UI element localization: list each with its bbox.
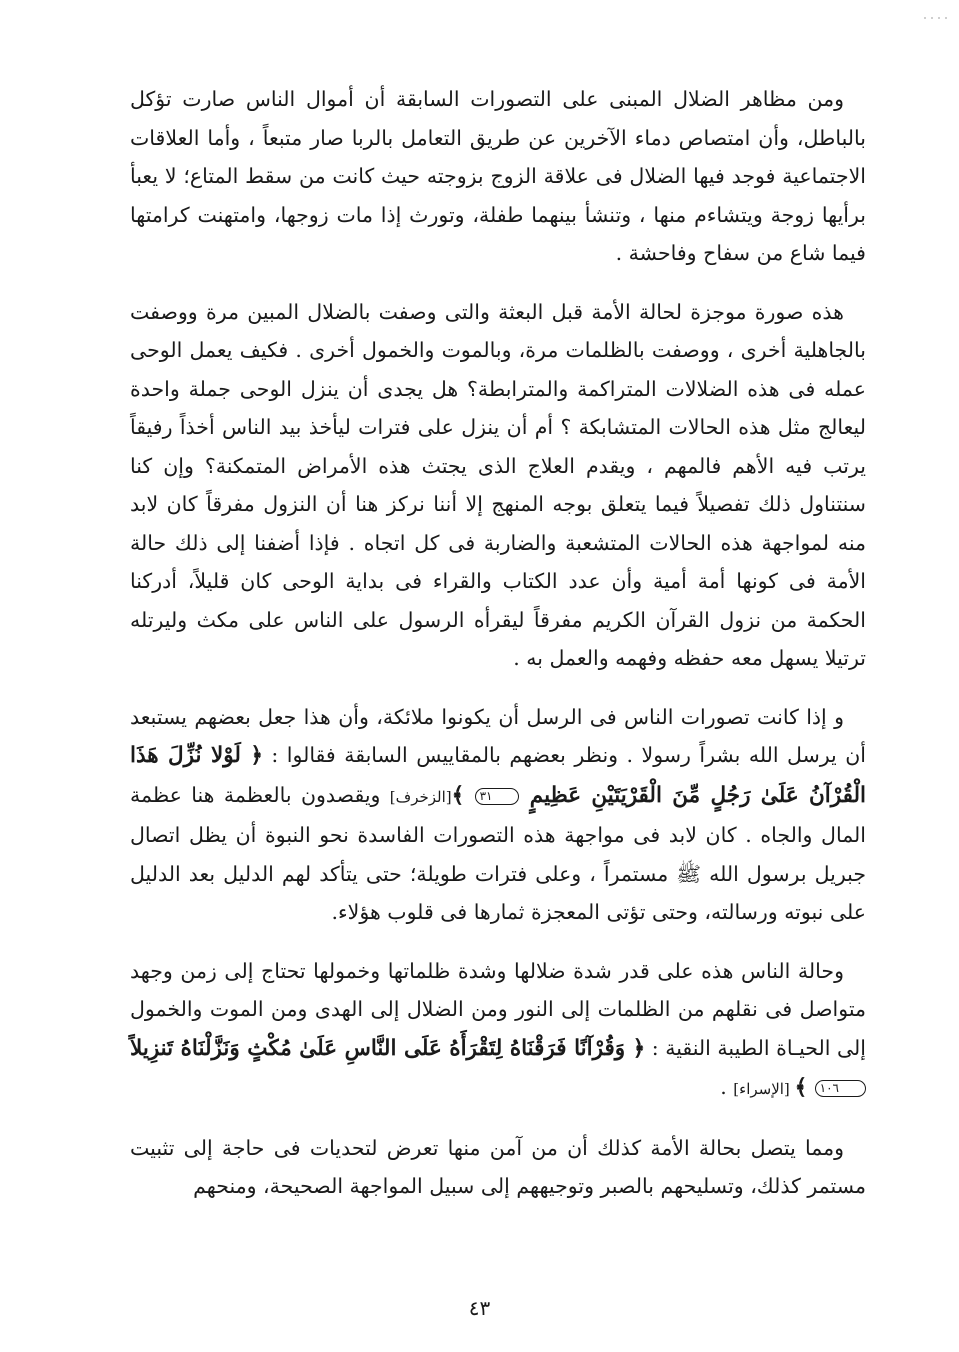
body-text: وحالة الناس هذه على قدر شدة ضلالها وشدة ظلماتها وخمولها تحتاج إلى زمن وجهد متواصل فى نقلهم من الظلمات إلى النور ومن الضلال إلى الهدى ومن الموت والخمول إلى الحيـاة الطيبة النقية : xyxy=(130,958,866,1060)
body-text: ويقصدون بالعظمة هنا عظمة المال والجاه . كان لابد فى مواجهة هذه التصورات الفاسدة نحو النبوة أن يظل اتصال جبريل برسول الله ﷺ مستمراً ، وعلى فترات طويلة؛ حتى يتأكد لهم الدليل بعد الدليل على نبوته ورسالته، وحتى تؤتى المعجزة ثمارها فى قلوب هؤلاء. xyxy=(130,782,866,924)
paragraph xyxy=(130,952,866,1109)
sura-reference: [الزخرف] xyxy=(389,787,452,806)
page-number: ٤٣ xyxy=(468,1296,491,1320)
ayah-number: ٣١ xyxy=(475,788,520,805)
quran-verse: ﴾ xyxy=(794,1075,815,1100)
quran-verse: ﴿ لَوْلا نُزِّلَ هَذَا الْقُرْآنُ عَلَىٰ رَجُلٍ مِّنَ الْقَرْيَتَيْنِ عَظِيمٍ xyxy=(130,743,866,808)
body-text: . xyxy=(720,1075,734,1099)
body-text: هذه صورة موجزة لحالة الأمة قبل البعثة والتى وصفت بالضلال المبين مرة ووصفت بالجاهلية أخرى ، ووصفت بالظلمات مرة، وبالموت والخمول أخرى . فكيف يعمل الوحى عمله فى هذه الضلالات المتراكمة والمترابطة؟ هل يجدى أن ينزل الوحى جملة واحدة ليعالج مثل هذه الحالات المتشابكة ؟ أم أن ينزل على فترات ليأخذ بيد الناس أخذاً رفيقاً يرتب فيه الأهم فالمهم ، ويقدم العلاج الذى يجتث هذه الأمراض المتمكنة؟ وإن كنا سنتناول ذلك تفصيلاً فيما يتعلق بوجه المنهج إلا أننا نركز هنا أن النزول مفرقاً كان لابد منه لمواجهة هذه الحالات المتشعبة والضاربة فى كل اتجاه . فإذا أضفنا إلى ذلك حالة الأمة فى كونها أمة أمية وأن عدد الكتاب والقراء فى بداية الوحى كان قليلاً، أدركنا الحكمة من نزول القرآن الكريم مفرقاً ليقرأه الرسول على الناس على مكث وليرتله ترتيلا يسهل معه حفظه وفهمه والعمل به . xyxy=(130,299,866,670)
paragraph xyxy=(130,1129,866,1206)
quran-verse: ﴾ xyxy=(451,782,475,808)
paragraph xyxy=(130,698,866,932)
paragraph xyxy=(130,80,866,273)
body-text: ومن مظاهر الضلال المبنى على التصورات السابقة أن أموال الناس صارت تؤكل بالباطل، وأن امتصاص دماء الآخرين عن طريق التعامل بالربا صار متبعاً ، وأما العلاقات الاجتماعية فوجد فيها الضلال فى علاقة الزوج بزوجته حيث كانت من سقط المتاع؛ لا يعبأ برأيها زوجة ويتشاءم منها ، وتنشأ بينهما طفلة، وتورث إذا مات زوجها، وامتهنت كرامتها فيما شاع من سفاح وفاحشة . xyxy=(130,87,866,265)
page-body xyxy=(130,80,866,1226)
paragraph xyxy=(130,293,866,678)
scan-speckle xyxy=(907,4,947,8)
sura-reference: [الإسراء] xyxy=(733,1080,795,1098)
quran-verse: ﴿ وَقُرْآنًا فَرَقْنَاهُ لِتَقْرَأَهُ عَلَى النَّاسِ عَلَىٰ مُكْثٍ وَنَزَّلْنَاهُ تَنزِيلاً xyxy=(130,1035,646,1061)
body-text: ومما يتصل بحالة الأمة كذلك أن من آمن منها تعرض لتحديات فى حاجة إلى تثبيت مستمر كذلك، وتسليحهم بالصبر وتوجيههم إلى سبيل المواجهة الصحيحة، ومنحهم xyxy=(130,1135,866,1198)
body-text: و إذا كانت تصورات الناس فى الرسل أن يكونوا ملائكة، وأن هذا جعل بعضهم يستبعد أن يرسل الله بشراً رسولا . ونظر بعضهم بالمقاييس السابقة فقالوا : xyxy=(130,704,866,767)
ayah-number: ١٠٦ xyxy=(815,1080,866,1097)
